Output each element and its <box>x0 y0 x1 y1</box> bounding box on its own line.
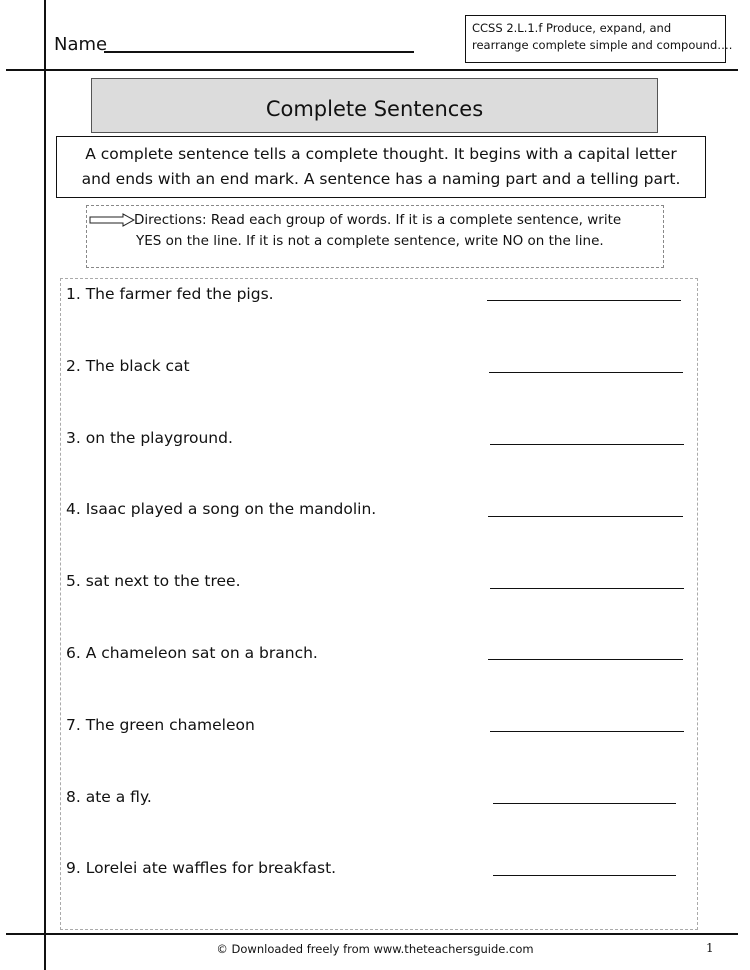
directions-line-2: YES on the line. If it is not a complete sentence, write NO on the line. <box>136 233 604 249</box>
definition-line-2: and ends with an end mark. A sentence has a naming part and a telling part. <box>81 170 681 188</box>
page-title: Complete Sentences <box>265 97 484 121</box>
footer-credit: © Downloaded freely from www.theteachersguide.com <box>216 942 534 956</box>
answer-line-4[interactable] <box>488 516 683 517</box>
standard-line-2: rearrange complete simple and compound…. <box>472 38 733 52</box>
header-divider <box>6 69 738 71</box>
answer-line-3[interactable] <box>490 444 684 445</box>
answer-line-1[interactable] <box>487 300 681 301</box>
definition-line-1: A complete sentence tells a complete thought. It begins with a capital letter <box>85 145 677 163</box>
answer-line-2[interactable] <box>489 372 683 373</box>
name-field-line[interactable] <box>104 51 414 53</box>
exercise-item-1: 1. The farmer fed the pigs. <box>66 285 274 303</box>
title-banner <box>91 78 658 133</box>
margin-line <box>44 0 46 970</box>
exercise-item-7: 7. The green chameleon <box>66 716 255 734</box>
exercise-item-9: 9. Lorelei ate waffles for breakfast. <box>66 859 337 877</box>
exercise-item-2: 2. The black cat <box>66 357 190 375</box>
directions-line-1: Directions: Read each group of words. If it is a complete sentence, write <box>134 212 622 228</box>
exercise-item-3: 3. on the playground. <box>66 429 233 447</box>
answer-line-5[interactable] <box>490 588 684 589</box>
directions-box <box>86 205 664 268</box>
definition-box <box>56 136 706 198</box>
page-number: 1 <box>706 941 714 955</box>
answer-line-7[interactable] <box>490 731 684 732</box>
answer-line-6[interactable] <box>488 659 683 660</box>
answer-line-9[interactable] <box>493 875 676 876</box>
footer-divider <box>6 933 738 935</box>
standard-box <box>465 15 733 63</box>
arrow-right-icon <box>89 213 135 227</box>
exercise-item-8: 8. ate a fly. <box>66 788 152 806</box>
exercise-area <box>60 278 698 930</box>
answer-line-8[interactable] <box>493 803 676 804</box>
name-label: Name <box>54 34 108 55</box>
exercise-item-6: 6. A chameleon sat on a branch. <box>66 644 318 662</box>
standard-line-1: CCSS 2.L.1.f Produce, expand, and <box>472 21 672 35</box>
exercise-item-5: 5. sat next to the tree. <box>66 572 241 590</box>
exercise-item-4: 4. Isaac played a song on the mandolin. <box>66 500 377 518</box>
